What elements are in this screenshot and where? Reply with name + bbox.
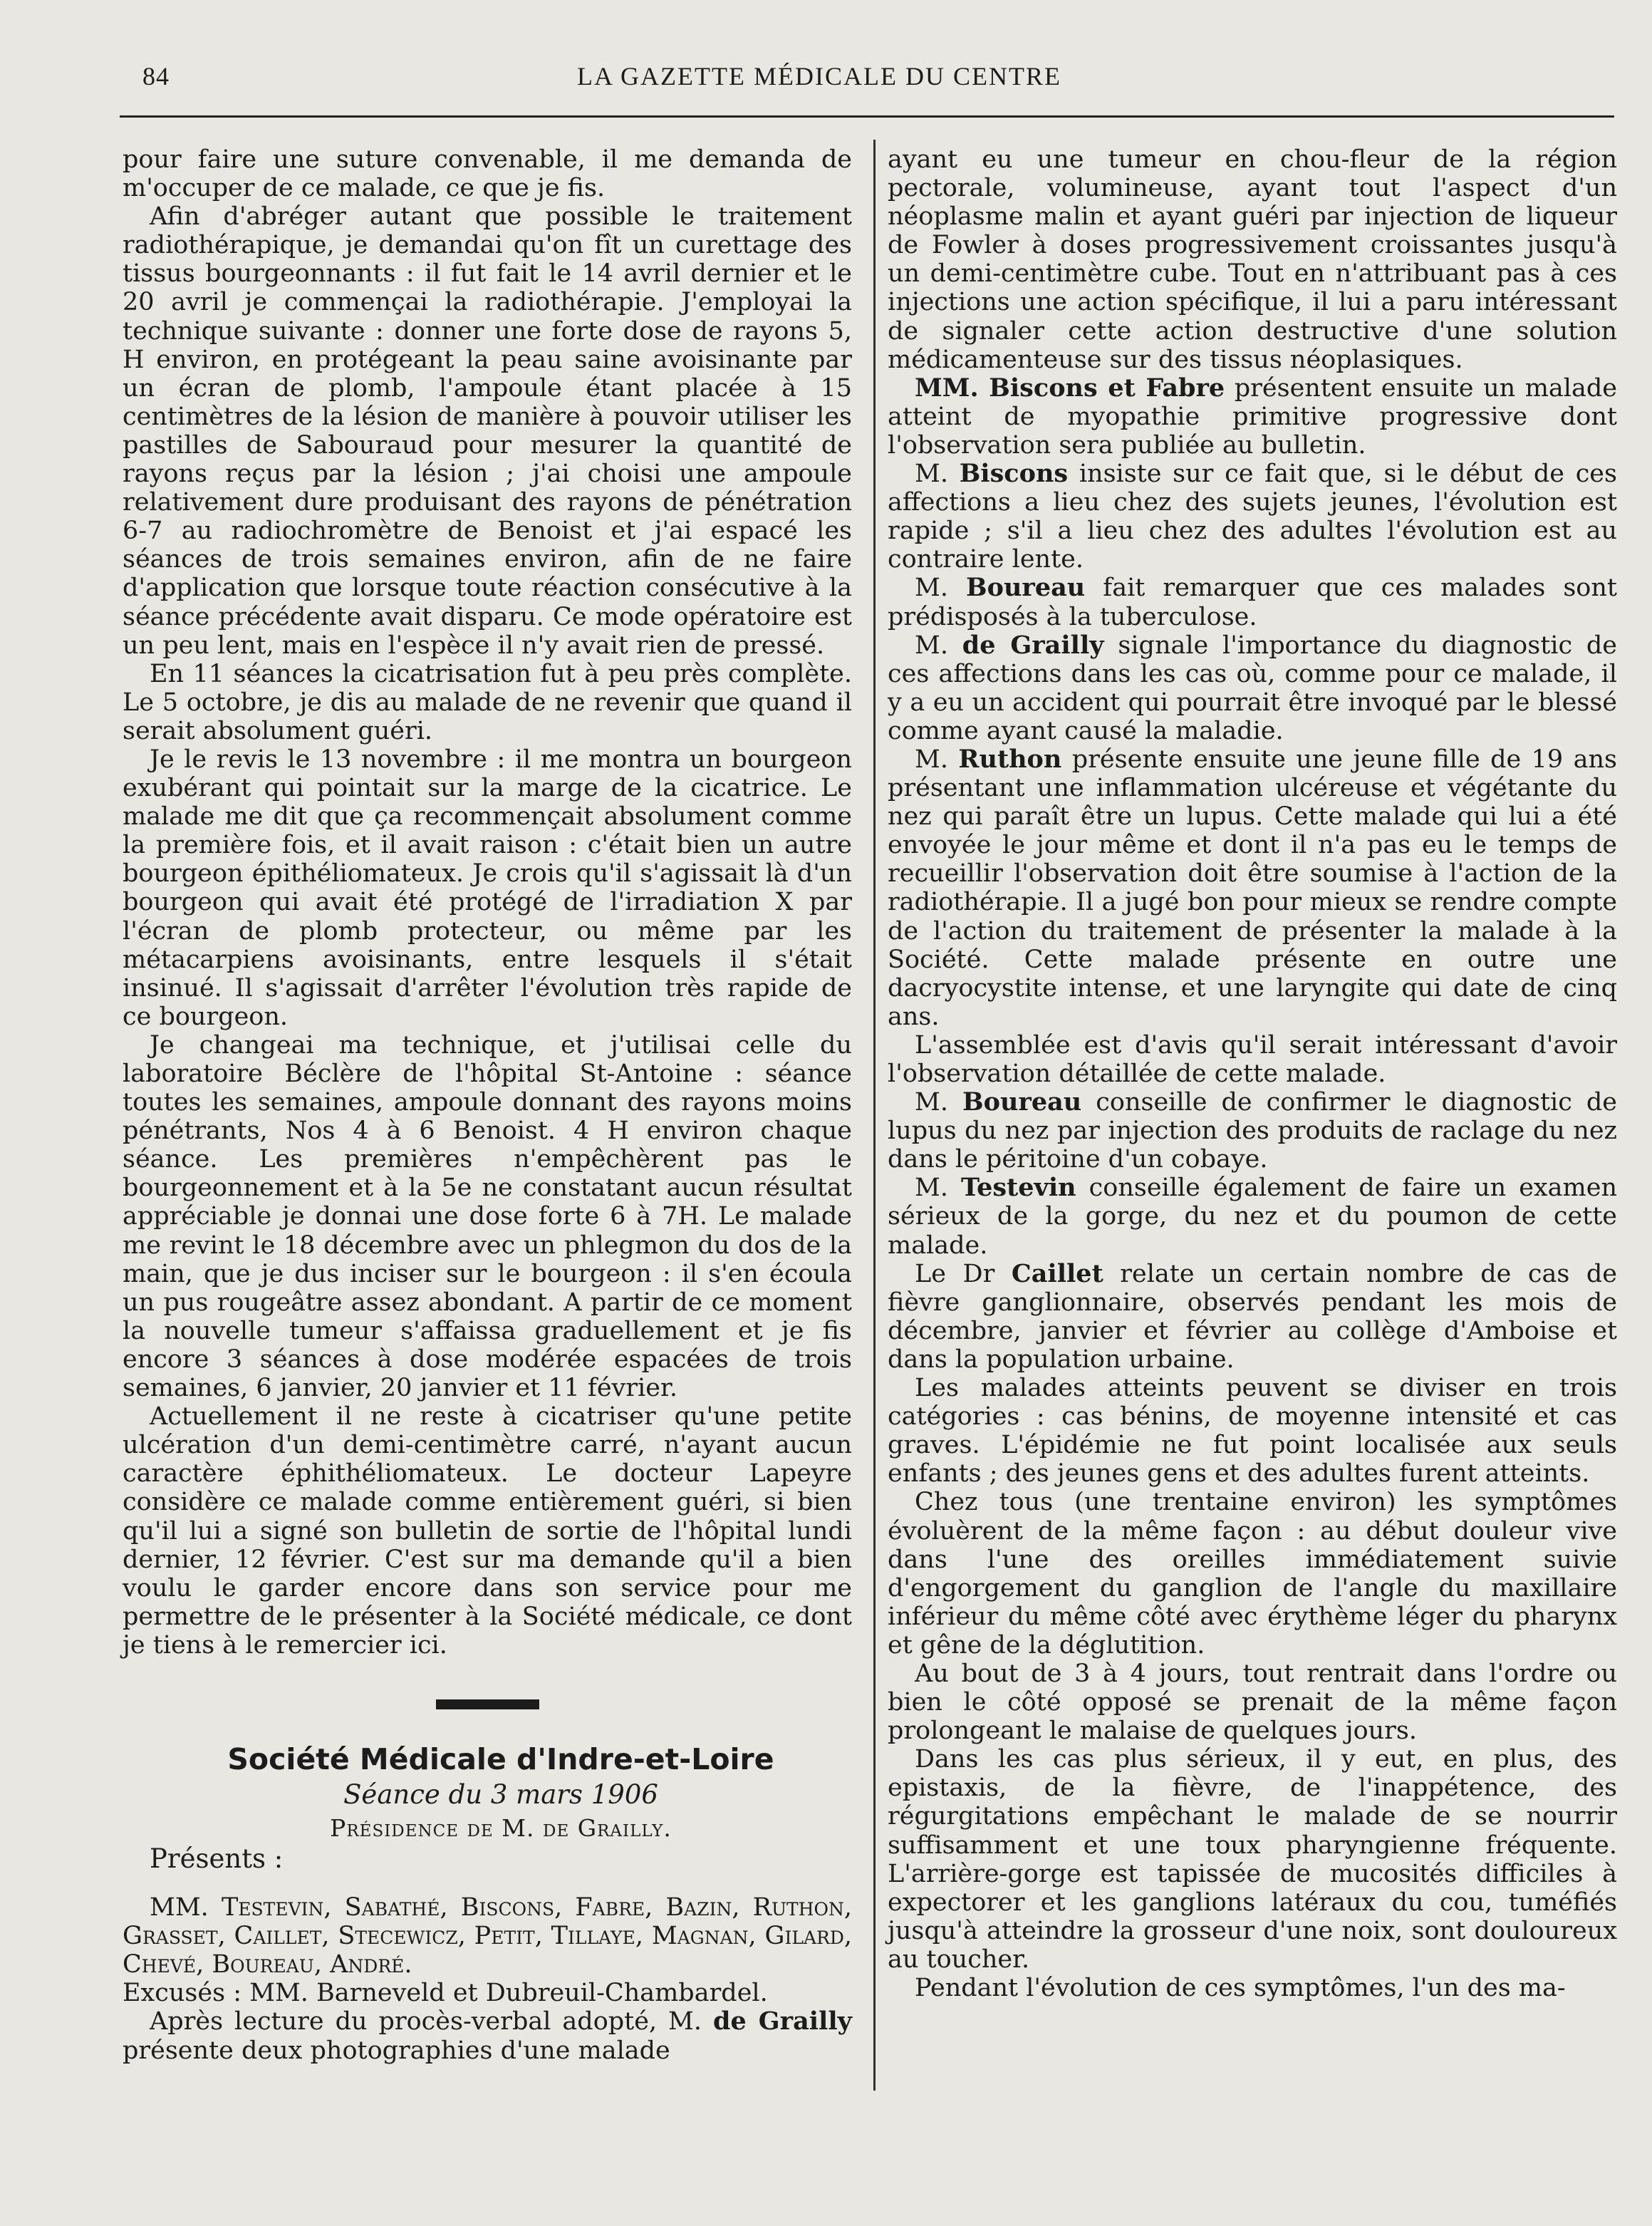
text: M. xyxy=(915,631,948,660)
speaker-name: de Grailly xyxy=(712,2007,852,2036)
left-column xyxy=(123,145,852,2065)
speaker-name: Biscons xyxy=(959,459,1069,489)
paragraph xyxy=(888,374,1617,460)
session-date: Séance du 3 mars 1906 xyxy=(343,1779,658,1810)
paragraph: ayant eu une tumeur en chou-fleur de la région pectorale, volumineuse, ayant tout l'aspect d'un néoplasme malin et ayant guéri par injection de liqueur de Fowler à doses progressivement croissantes jusqu'à un demi-centimètre cube. Tout en n'attribuant pas à ces injections une action spécifique, il lui a paru intéressant de signaler cette action destructive d'une solution médicamenteuse sur des tissus néoplasiques. xyxy=(888,145,1617,374)
text: M. xyxy=(915,1088,948,1117)
paragraph: Pendant l'évolution de ces symptômes, l'un des ma- xyxy=(915,1974,1566,2002)
paragraph xyxy=(888,574,1617,631)
text: fait remarquer que ces malades sont prédisposés à la tuberculose. xyxy=(888,574,1617,631)
paragraph xyxy=(888,745,1617,1031)
paragraph xyxy=(123,2007,852,2064)
speaker-name: de Grailly xyxy=(962,630,1104,660)
presents-label: Présents : xyxy=(150,1843,284,1874)
paragraph xyxy=(888,631,1617,745)
paragraph: Les malades atteints peuvent se diviser en trois catégories : cas bénins, de moyenne intensité et cas graves. L'épidémie ne fut point localisée aux seuls enfants ; des jeunes gens et des adultes furent atteints. xyxy=(888,1374,1617,1489)
paragraph: Chez tous (une trentaine environ) les symptômes évoluèrent de la même façon : au début douleur vive dans l'une des oreilles immédiatement suivie d'engorgement du ganglion de l'angle du maxillaire inférieur du même côté avec érythème léger du pharynx et gêne de la déglutition. xyxy=(888,1488,1617,1660)
text: M. xyxy=(915,460,948,489)
text: M. xyxy=(915,574,948,603)
speaker-name: MM. Biscons et Fabre xyxy=(915,373,1225,403)
paragraph xyxy=(888,460,1617,574)
text: Le Dr xyxy=(915,1259,995,1288)
text: relate un certain nombre de cas de fièvre ganglionnaire, observés pendant les mois de décembre, janvier et février au collège d'Amboise et dans la population urbaine. xyxy=(888,1259,1617,1374)
text: présente ensuite une jeune fille de 19 ans présentant une inflammation ulcéreuse et végétante du nez qui paraît être un lupus. Cette malade qui lui a été envoyée le jour même et dont il n'a pas eu le temps de recueillir l'observation doit être soumise à l'action de la radiothérapie. Il a jugé bon pour mieux se rendre compte de l'action du traitement de présenter la malade à la Société. Cette malade présente en outre une dacryocystite intense, et une laryngite qui date de cinq ans. xyxy=(888,745,1617,1031)
paragraph: L'assemblée est d'avis qu'il serait intéressant d'avoir l'observation détaillée de cette malade. xyxy=(888,1030,1617,1088)
text: conseille également de faire un examen sérieux de la gorge, du nez et du poumon de cette malade. xyxy=(888,1174,1617,1260)
speaker-name: Caillet xyxy=(1011,1258,1103,1288)
paragraph: Je changeai ma technique, et j'utilisai celle du laboratoire Béclère de l'hôpital St-Antoine : séance toutes les semaines, ampoule donnant des rayons moins pénétrants, Nos 4 à 6 Benoist. 4 H environ chaque séance. Les premières n'empêchèrent pas le bourgeonnement et à la 5e ne constatant aucun résultat appréciable je donnai une dose forte 6 à 7H. Le malade me revint le 18 décembre avec un phlegmon du dos de la main, que je dus inciser sur le bourgeon : il s'en écoula un pus rougeâtre assez abondant. A partir de ce moment la nouvelle tumeur s'affaissa graduellement et je fis encore 3 séances à dose modérée espacées de trois semaines, 6 janvier, 20 janvier et 11 février. xyxy=(123,1030,852,1403)
column-divider xyxy=(873,140,876,2091)
speaker-name: Ruthon xyxy=(958,744,1062,774)
paragraph: En 11 séances la cicatrisation fut à peu près complète. Le 5 octobre, je dis au malade de ne revenir que quand il serait absolument guéri. xyxy=(123,659,852,745)
journal-title: LA GAZETTE MÉDICALE DU CENTRE xyxy=(577,62,1061,90)
text: conseille de confirmer le diagnostic de lupus du nez par injection des produits de raclage du nez dans le péritoine d'un cobaye. xyxy=(888,1088,1617,1174)
speaker-name: Boureau xyxy=(962,1087,1082,1117)
text: insiste sur ce fait que, si le début de ces affections a lieu chez des sujets jeunes, l'évolution est rapide ; s'il a lieu chez des adultes l'évolution est au contraire lente. xyxy=(888,460,1617,574)
paragraph: Afin d'abréger autant que possible le traitement radiothérapique, je demandai qu'on fît un curettage des tissus bourgeonnants : il fut fait le 14 avril dernier et le 20 avril je commençai la radiothérapie. J'employai la technique suivante : donner une forte dose de rayons 5, H environ, en protégeant la peau saine avoisinante par un écran de plomb, l'ampoule étant placée à 15 centimètres de la lésion de manière à pouvoir utiliser les pastilles de Sabouraud pour mesurer la quantité de rayons reçus par la lésion ; j'ai choisi une ampoule relativement dure produisant des rayons de pénétration 6-7 au radiochromètre de Benoist et j'ai espacé les séances de trois semaines environ, afin de ne faire d'application que lorsque toute réaction consécutive à la séance précédente avait disparu. Ce mode opératoire est un peu lent, mais en l'espèce il n'y avait rien de pressé. xyxy=(123,202,852,660)
text: présente deux photographies d'une malade xyxy=(123,2036,670,2065)
speaker-name: Testevin xyxy=(961,1173,1076,1203)
paragraph xyxy=(888,1088,1617,1174)
paragraph xyxy=(888,1260,1617,1374)
text: M. xyxy=(915,745,948,774)
text: signale l'importance du diagnostic de ces affections dans les cas où, comme pour ce malade, il y a eu un accident qui pourrait être invoqué par le blessé comme ayant causé la maladie. xyxy=(888,631,1617,745)
speaker-name: Boureau xyxy=(966,573,1086,603)
paragraph: Au bout de 3 à 4 jours, tout rentrait dans l'ordre ou bien le côté opposé se prenait de la même façon prolongeant le malaise de quelques jours. xyxy=(888,1659,1617,1746)
text: Après lecture du procès-verbal adopté, M. xyxy=(150,2007,702,2036)
paragraph: Je le revis le 13 novembre : il me montra un bourgeon exubérant qui pointait sur la marge de la cicatrice. Le malade me dit que ça recommençait absolument comme la première fois, et il avait raison : c'était bien un autre bourgeon épithéliomateux. Je crois qu'il s'agissait là d'un bourgeon qui avait été protégé de l'irradiation X par l'écran de plomb protecteur, ou même par les métacarpiens avoisinants, entre lesquels il s'était insinué. Il s'agissait d'arrêter l'évolution très rapide de ce bourgeon. xyxy=(123,745,852,1031)
paragraph xyxy=(888,1174,1617,1259)
header-rule xyxy=(120,115,1614,118)
paragraph: Dans les cas plus sérieux, il y eut, en plus, des epistaxis, de la fièvre, de l'inappétence, des régurgitations empêchant le malade de se nourrir suffisamment et une toux pharyngienne fréquente. L'arrière-gorge est tapissée de mucosités difficiles à expectorer et les ganglions latéraux du cou, tuméfiés jusqu'à atteindre la grosseur d'une noix, sont douloureux au toucher. xyxy=(888,1745,1617,1974)
society-title: Société Médicale d'Indre-et-Loire xyxy=(227,1741,774,1776)
text: présentent ensuite un malade atteint de myopathie primitive progressive dont l'observation sera publiée au bulletin. xyxy=(888,373,1617,460)
presidence-line: Présidence de M. de Grailly. xyxy=(330,1813,672,1842)
paragraph: Actuellement il ne reste à cicatriser qu'une petite ulcération d'un demi-centimètre carré, n'ayant aucun caractère éphithéliomateux. Le docteur Lapeyre considère ce malade comme entièrement guéri, si bien qu'il lui a signé son bulletin de sortie de l'hôpital lundi dernier, 12 février. C'est sur ma demande qu'il a bien voulu le garder encore dans son service pour me permettre de le présenter à la Société médicale, ce dont je tiens à le remercier ici. xyxy=(123,1402,852,1660)
section-separator xyxy=(436,1699,539,1709)
paragraph: pour faire une suture convenable, il me demanda de m'occuper de ce malade, ce que je fis. xyxy=(123,145,852,203)
excuses-line: Excusés : MM. Barneveld et Dubreuil-Chambardel. xyxy=(123,1979,768,2008)
text: M. xyxy=(915,1174,948,1203)
right-column xyxy=(888,145,1617,2002)
page-number: 84 xyxy=(142,62,170,90)
page-header xyxy=(142,61,1496,104)
members-list: MM. Testevin, Sabathé, Biscons, Fabre, Bazin, Ruthon, Grasset, Caillet, Stecewicz, Petit, Tillaye, Magnan, Gilard, Chevé, Boureau, André. xyxy=(123,1893,852,1979)
